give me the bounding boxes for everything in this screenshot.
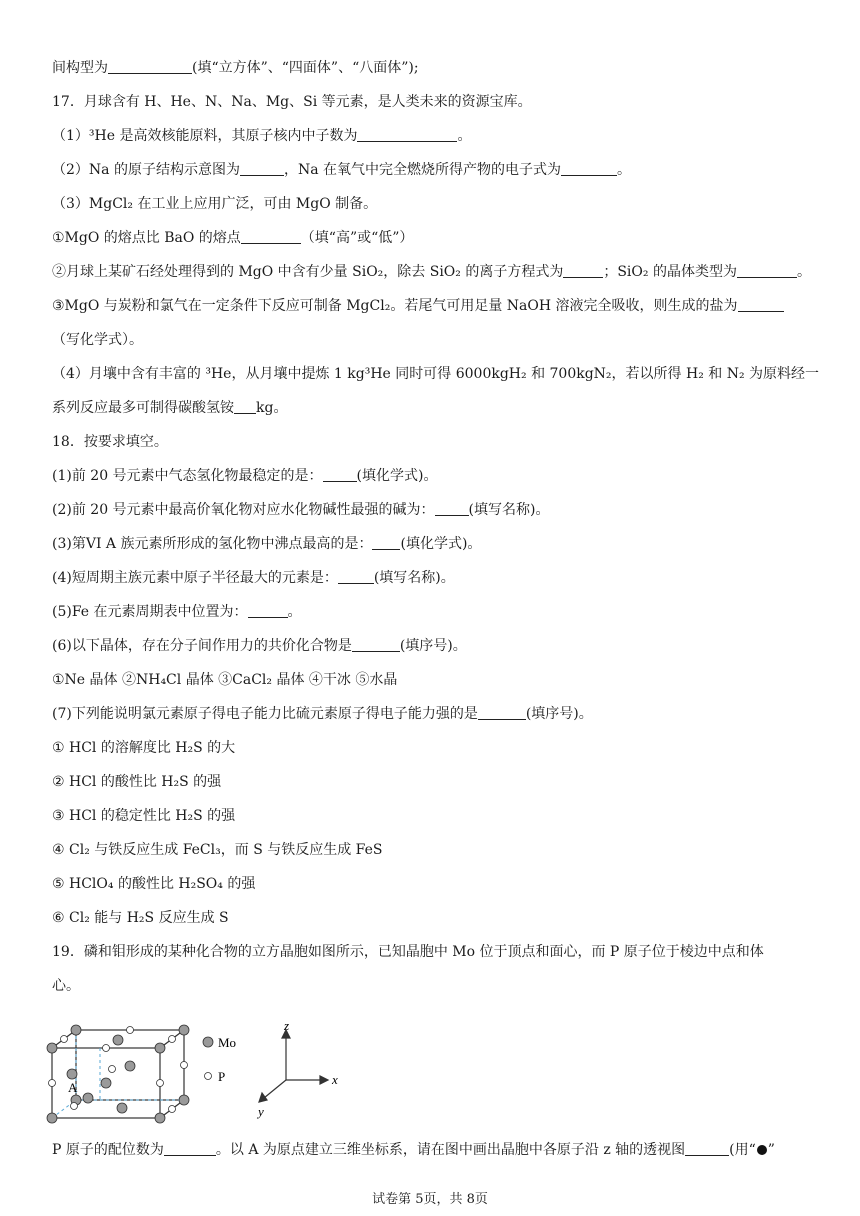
- text-segment: (4)短周期主族元素中原子半径最大的元素是：: [52, 570, 338, 586]
- p-atom: [169, 1036, 176, 1043]
- text-segment: 19．磷和钼形成的某种化合物的立方晶胞如图所示，已知晶胞中 Mo 位于顶点和面心，而 P 原子位于棱边中点和体: [52, 944, 764, 960]
- text-segment: P 原子的配位数为: [52, 1142, 164, 1158]
- text-segment: （2）Na 的原子结构示意图为: [52, 162, 240, 178]
- legend-p-label: P: [218, 1069, 226, 1084]
- p-atom: [127, 1027, 134, 1034]
- text-segment: ①Ne 晶体 ②NH₄Cl 晶体 ③CaCl₂ 晶体 ④干冰 ⑤水晶: [52, 672, 398, 688]
- text-line: [52, 296, 784, 316]
- mo-atom: [47, 1043, 57, 1053]
- mo-atom: [155, 1043, 165, 1053]
- p-atom: [49, 1080, 56, 1087]
- text-line: [52, 330, 143, 350]
- text-line: [52, 58, 419, 78]
- text-line: [52, 636, 467, 656]
- text-segment: (填“立方体”、“四面体”、“八面体”);: [192, 60, 419, 76]
- question-19-last-line: [52, 1140, 775, 1160]
- legend-mo-label: Mo: [218, 1035, 237, 1050]
- axis-x-label: x: [332, 1072, 338, 1087]
- text-line: [52, 500, 549, 520]
- text-segment: ”: [767, 1142, 775, 1158]
- text-line: [52, 976, 80, 996]
- text-line: [52, 398, 287, 418]
- text-line: [52, 908, 229, 928]
- answer-blank[interactable]: [240, 161, 284, 176]
- text-segment: ④ Cl₂ 与铁反应生成 FeCl₃，而 S 与铁反应生成 FeS: [52, 842, 383, 858]
- mo-atom: [155, 1113, 165, 1123]
- mo-atom: [83, 1093, 93, 1103]
- mo-atom: [179, 1025, 189, 1035]
- text-line: [52, 262, 811, 282]
- text-segment: (用“: [729, 1142, 756, 1158]
- black-dot-icon: [757, 1145, 767, 1155]
- text-line: [52, 466, 437, 486]
- text-segment: ；SiO₂ 的晶体类型为: [603, 264, 737, 280]
- text-line: [52, 228, 413, 248]
- p-atom: [61, 1036, 68, 1043]
- text-segment: 。: [287, 604, 302, 620]
- p-atom: [109, 1066, 116, 1073]
- text-segment: (填序号)。: [525, 706, 593, 722]
- text-line: [52, 670, 397, 690]
- text-segment: (填写名称)。: [468, 502, 550, 518]
- crystal-cell-figure: [40, 1020, 360, 1130]
- answer-blank[interactable]: [323, 467, 357, 482]
- text-line: [52, 874, 255, 894]
- text-segment: ⑥ Cl₂ 能与 H₂S 反应生成 S: [52, 910, 229, 926]
- answer-blank[interactable]: [738, 297, 784, 312]
- text-segment: （填“高”或“低”）: [300, 230, 414, 246]
- p-atom: [181, 1062, 188, 1069]
- text-segment: ① HCl 的溶解度比 H₂S 的大: [52, 740, 236, 756]
- text-segment: 间构型为: [52, 60, 108, 76]
- text-line: [52, 806, 235, 826]
- answer-blank[interactable]: [372, 535, 400, 550]
- text-segment: 系列反应最多可制得碳酸氢铵: [52, 400, 234, 416]
- axis-z-label: z: [284, 1020, 290, 1033]
- answer-blank[interactable]: [164, 1141, 216, 1156]
- text-segment: 心。: [52, 978, 80, 994]
- text-segment: （1）³He 是高效核能原料，其原子核内中子数为: [52, 128, 358, 144]
- text-segment: （写化学式）。: [52, 332, 143, 348]
- text-segment: ③MgO 与炭粉和氯气在一定条件下反应可制备 MgCl₂。若尾气可用足量 NaOH 溶液完全吸收，则生成的盐为: [52, 298, 738, 314]
- text-segment: (填化学式)。: [400, 536, 482, 552]
- text-segment: (3)第VI A 族元素所形成的氢化物中沸点最高的是：: [52, 536, 373, 552]
- text-segment: 。: [457, 128, 472, 144]
- text-segment: （4）月壤中含有丰富的 ³He，从月壤中提炼 1 kg³He 同时可得 6000kgH₂ 和 700kgN₂，若以所得 H₂ 和 N₂ 为原料经一: [52, 366, 820, 382]
- text-line: [52, 92, 532, 112]
- text-segment: ⑤ HClO₄ 的酸性比 H₂SO₄ 的强: [52, 876, 256, 892]
- p-atom: [157, 1080, 164, 1087]
- text-line: [52, 840, 383, 860]
- answer-blank[interactable]: [737, 263, 797, 278]
- answer-blank[interactable]: [352, 637, 400, 652]
- atom-a-label: A: [68, 1080, 78, 1095]
- text-line: [52, 126, 471, 146]
- text-line: [52, 432, 168, 452]
- answer-blank[interactable]: [241, 229, 301, 244]
- text-segment: ③ HCl 的稳定性比 H₂S 的强: [52, 808, 236, 824]
- text-segment: (填序号)。: [399, 638, 467, 654]
- answer-blank[interactable]: [478, 705, 526, 720]
- answer-blank[interactable]: [248, 603, 288, 618]
- text-line: [52, 738, 235, 758]
- text-segment: 。以 A 为原点建立三维坐标系，请在图中画出晶胞中各原子沿 z 轴的透视图: [215, 1142, 686, 1158]
- p-atom: [71, 1103, 78, 1110]
- text-line: [52, 568, 455, 588]
- mo-atom: [67, 1069, 77, 1079]
- axis-y-label: y: [258, 1104, 264, 1119]
- mo-atom: [117, 1103, 127, 1113]
- text-segment: 。: [617, 162, 632, 178]
- answer-blank[interactable]: [561, 161, 617, 176]
- text-segment: ，Na 在氧气中完全燃烧所得产物的电子式为: [283, 162, 562, 178]
- text-line: [52, 602, 302, 622]
- text-segment: (1)前 20 号元素中气态氢化物最稳定的是：: [52, 468, 323, 484]
- mo-atom: [125, 1061, 135, 1071]
- mo-atom: [101, 1078, 111, 1088]
- answer-blank[interactable]: [108, 59, 192, 74]
- text-segment: (7)下列能说明氯元素原子得电子能力比硫元素原子得电子能力强的是: [52, 706, 478, 722]
- text-line: [52, 534, 481, 554]
- text-segment: ②月球上某矿石经处理得到的 MgO 中含有少量 SiO₂，除去 SiO₂ 的离子方程式为: [52, 264, 564, 280]
- answer-blank[interactable]: [338, 569, 374, 584]
- text-segment: 18．按要求填空。: [52, 434, 168, 450]
- legend-p-marker: [205, 1073, 212, 1080]
- answer-blank[interactable]: [357, 127, 457, 142]
- page-footer: 试卷第 5页，共 8页: [372, 1192, 488, 1207]
- text-line: [52, 704, 593, 724]
- text-segment: kg。: [256, 400, 288, 416]
- answer-blank[interactable]: [563, 263, 603, 278]
- text-segment: （3）MgCl₂ 在工业上应用广泛，可由 MgO 制备。: [52, 196, 378, 212]
- legend-mo-marker: [203, 1037, 213, 1047]
- text-segment: (2)前 20 号元素中最高价氧化物对应水化物碱性最强的碱为：: [52, 502, 435, 518]
- mo-atom: [47, 1113, 57, 1123]
- answer-blank[interactable]: [685, 1141, 729, 1156]
- text-segment: 。: [796, 264, 811, 280]
- text-segment: (填写名称)。: [373, 570, 455, 586]
- answer-blank[interactable]: [234, 399, 256, 414]
- text-segment: 17．月球含有 H、He、N、Na、Mg、Si 等元素，是人类未来的资源宝库。: [52, 94, 532, 110]
- mo-atom: [71, 1025, 81, 1035]
- text-line: [52, 160, 631, 180]
- mo-atom: [113, 1035, 123, 1045]
- mo-atom: [179, 1095, 189, 1105]
- text-segment: (6)以下晶体，存在分子间作用力的共价化合物是: [52, 638, 352, 654]
- p-atom: [103, 1045, 110, 1052]
- answer-blank[interactable]: [435, 501, 469, 516]
- p-atom: [169, 1106, 176, 1113]
- text-line: [52, 194, 377, 214]
- text-line: [52, 364, 819, 384]
- text-segment: ①MgO 的熔点比 BaO 的熔点: [52, 230, 241, 246]
- text-segment: (填化学式)。: [356, 468, 438, 484]
- text-line: [52, 942, 764, 962]
- text-segment: (5)Fe 在元素周期表中位置为：: [52, 604, 248, 620]
- text-line: [52, 772, 221, 792]
- text-segment: ② HCl 的酸性比 H₂S 的强: [52, 774, 222, 790]
